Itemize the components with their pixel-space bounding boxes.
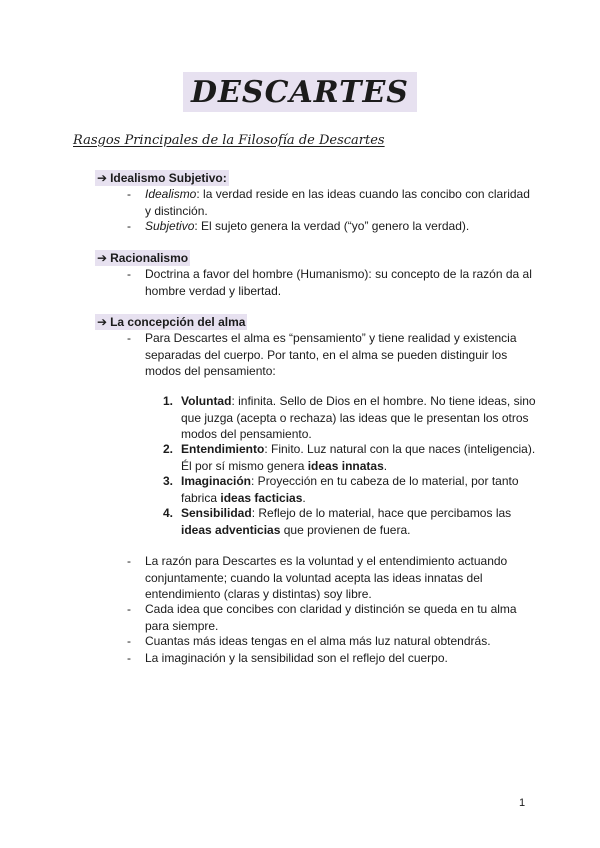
section-heading-idealismo — [95, 170, 229, 186]
mode-end: . — [383, 458, 388, 473]
subtitle: Rasgos Principales de la Filosofía de Descartes — [73, 133, 385, 148]
page-title: DESCARTES — [183, 72, 417, 112]
bullet-dash: - — [127, 219, 131, 233]
list-item: Doctrina a favor del hombre (Humanismo): su concepto de la razón da al hombre verdad y libertad. — [145, 267, 532, 298]
mode-text: : Finito. Luz natural con la que naces (inteligencia). Él por sí mismo genera — [181, 442, 536, 473]
mode-bold-end: ideas adventicias — [181, 522, 281, 537]
item-text: : la verdad reside en las ideas cuando las concibo con claridad y distinción. — [145, 187, 530, 218]
mode-item — [181, 505, 536, 538]
mode-term: Sensibilidad — [181, 506, 252, 520]
list-item: La razón para Descartes es la voluntad y el entendimiento actuando conjuntamente; cuando la voluntad acepta las ideas innatas del entendimiento (claras y distintas) soy libre. — [145, 554, 508, 601]
list-item — [145, 218, 535, 235]
bullet-dash: - — [127, 651, 131, 665]
mode-number: 4. — [163, 506, 174, 520]
bullet-dash: - — [127, 634, 131, 648]
list-item: Cuantas más ideas tengas en el alma más luz natural obtendrás. — [145, 634, 491, 648]
bullet-dash: - — [127, 554, 131, 568]
section-heading-alma — [95, 314, 247, 330]
mode-text: : Reflejo de lo material, hace que percibamos las — [251, 506, 512, 520]
section-heading-racionalismo — [95, 250, 190, 266]
section-heading-text: Idealismo Subjetivo: — [110, 171, 227, 185]
mode-term: Voluntad — [181, 394, 232, 408]
mode-item — [181, 393, 536, 443]
bullet-dash: - — [127, 187, 131, 201]
mode-number: 3. — [163, 474, 174, 488]
bullet-dash: - — [127, 267, 131, 281]
mode-term: Entendimiento — [181, 442, 265, 456]
bullet-dash: - — [127, 602, 131, 616]
mode-text: : infinita. Sello de Dios en el hombre. No tiene ideas, sino que juzga (acepta o rechaza) las ideas que le presentan los otros modos del pensamiento. — [181, 394, 536, 441]
section-heading-text: Racionalismo — [110, 251, 189, 265]
list-item: La imaginación y la sensibilidad son el reflejo del cuerpo. — [145, 651, 448, 665]
term-italic: Idealismo — [145, 187, 197, 201]
mode-end: . — [302, 490, 306, 505]
page-number: 1 — [519, 797, 526, 809]
mode-number: 2. — [163, 442, 174, 456]
mode-item — [181, 441, 536, 474]
term-italic: Subjetivo — [145, 219, 195, 233]
arrow-icon: ➔ — [97, 251, 108, 265]
mode-text: : Proyección en tu cabeza de lo material, por tanto fabrica — [181, 474, 519, 505]
list-item: Cada idea que concibes con claridad y distinción se queda en tu alma para siempre. — [145, 602, 517, 633]
arrow-icon: ➔ — [97, 171, 108, 185]
mode-term: Imaginación — [181, 474, 252, 488]
mode-bold-end: ideas innatas — [307, 458, 384, 473]
arrow-icon: ➔ — [97, 315, 108, 329]
mode-end: que provienen de fuera. — [280, 522, 411, 537]
item-text: : El sujeto genera la verdad (“yo” genero la verdad). — [194, 219, 470, 233]
mode-item — [181, 473, 536, 506]
list-item — [145, 186, 535, 219]
title-wrap — [0, 72, 600, 112]
mode-bold-end: ideas facticias — [220, 490, 303, 505]
mode-number: 1. — [163, 394, 174, 408]
list-item: Para Descartes el alma es “pensamiento” y tiene realidad y existencia separadas del cuerpo. Por tanto, en el alma se pueden distinguir los modos del pensamiento: — [145, 331, 517, 378]
bullet-dash: - — [127, 331, 131, 345]
section-heading-text: La concepción del alma — [110, 315, 246, 329]
